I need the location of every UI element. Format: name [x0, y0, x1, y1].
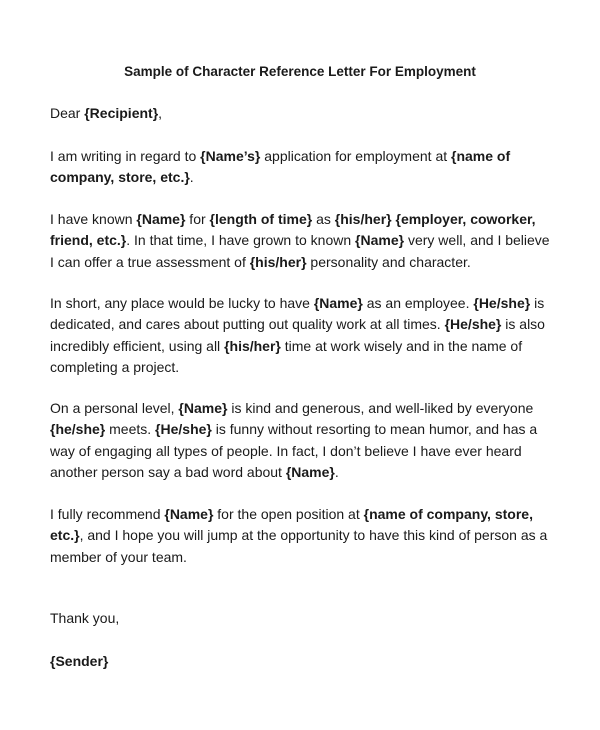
text-line	[50, 103, 162, 124]
text-run: . In that time, I have grown to known	[126, 232, 356, 249]
closing-paragraph	[50, 608, 119, 629]
text-run: .	[189, 169, 194, 186]
text-run: time at work wisely and in the name of	[280, 337, 523, 354]
placeholder-field: {Name}	[164, 506, 214, 522]
qualities-paragraph	[50, 293, 545, 378]
text-line	[50, 357, 545, 378]
text-line	[50, 146, 510, 167]
text-run: incredibly efficient, using all	[50, 337, 225, 354]
text-line	[50, 398, 537, 419]
placeholder-field: {He/she}	[473, 295, 531, 311]
placeholder-field: friend, etc.}	[50, 232, 127, 249]
text-line	[50, 547, 547, 568]
placeholder-field: {his/her}	[249, 253, 307, 270]
text-run: as an employee.	[362, 295, 474, 311]
intro-paragraph	[50, 146, 510, 189]
placeholder-field: {Name}	[178, 400, 228, 416]
text-line	[50, 608, 119, 629]
text-run: I fully recommend	[50, 506, 165, 522]
text-line	[50, 230, 550, 251]
letter-title: Sample of Character Reference Letter For Employment	[124, 64, 476, 79]
text-line	[50, 462, 537, 483]
placeholder-field: {Name}	[285, 463, 335, 480]
text-line	[50, 504, 547, 525]
text-run: is kind and generous, and well-liked by everyone	[227, 400, 534, 416]
placeholder-field: {he/she}	[50, 421, 106, 438]
signature-paragraph	[50, 651, 108, 672]
placeholder-field: company, store, etc.}	[50, 169, 190, 186]
text-run: another person say a bad word about	[50, 463, 286, 480]
text-run: application for employment at	[260, 148, 452, 164]
text-run: I am writing in regard to	[50, 148, 201, 164]
text-run: member of your team.	[50, 548, 187, 565]
placeholder-field: {He/she}	[444, 316, 502, 333]
placeholder-field: {length of time}	[209, 211, 313, 227]
placeholder-field: {Name}	[355, 232, 405, 249]
placeholder-field: {Name}	[313, 295, 363, 311]
text-run: I have known	[50, 211, 137, 227]
text-line	[50, 167, 510, 188]
text-line	[50, 336, 545, 357]
text-run: is also	[501, 316, 545, 333]
placeholder-field: {Sender}	[50, 653, 109, 669]
text-run: as	[312, 211, 335, 227]
text-run: Thank you,	[50, 610, 120, 626]
text-run: personality and character.	[306, 253, 471, 270]
text-run: On a personal level,	[50, 400, 179, 416]
text-run: for the open position at	[213, 506, 364, 522]
text-run: , and I hope you will jump at the opportunity to have this kind of person as a	[79, 527, 548, 544]
placeholder-field: {his/her}	[224, 337, 281, 354]
text-line	[50, 525, 547, 546]
text-line	[50, 651, 108, 672]
text-run: is	[530, 295, 545, 311]
text-run: is funny without resorting to mean humor, and has a	[211, 421, 538, 438]
placeholder-field: {He/she}	[155, 421, 212, 438]
recommendation-paragraph	[50, 504, 547, 568]
text-line	[50, 441, 537, 462]
text-run: ,	[158, 105, 163, 121]
placeholder-field: {name of company, store,	[363, 506, 533, 522]
greeting-paragraph	[50, 103, 162, 124]
text-run: I can offer a true assessment of	[50, 253, 250, 270]
text-run: .	[334, 463, 339, 480]
text-line	[50, 209, 550, 230]
personal-paragraph	[50, 398, 537, 483]
text-run: for	[185, 211, 210, 227]
text-run: meets.	[105, 421, 156, 438]
text-run: completing a project.	[50, 358, 180, 375]
text-run: way of engaging all types of people. In fact, I don’t believe I have ever heard	[50, 442, 522, 459]
text-run: very well, and I believe	[404, 232, 550, 249]
placeholder-field: {Name}	[136, 211, 186, 227]
placeholder-field: {name of	[451, 148, 511, 164]
text-line	[50, 293, 545, 314]
placeholder-field: {Recipient}	[84, 105, 159, 121]
acquaintance-paragraph	[50, 209, 550, 273]
text-run: Dear	[50, 105, 85, 121]
text-line	[50, 419, 537, 440]
text-line	[50, 252, 550, 273]
placeholder-field: {his/her}	[334, 211, 392, 227]
text-line	[50, 314, 545, 335]
text-run: In short, any place would be lucky to have	[50, 295, 314, 311]
text-run: dedicated, and cares about putting out quality work at all times.	[50, 316, 445, 333]
placeholder-field: {employer, coworker,	[395, 211, 536, 227]
placeholder-field: etc.}	[50, 527, 80, 544]
placeholder-field: {Name’s}	[200, 148, 261, 164]
